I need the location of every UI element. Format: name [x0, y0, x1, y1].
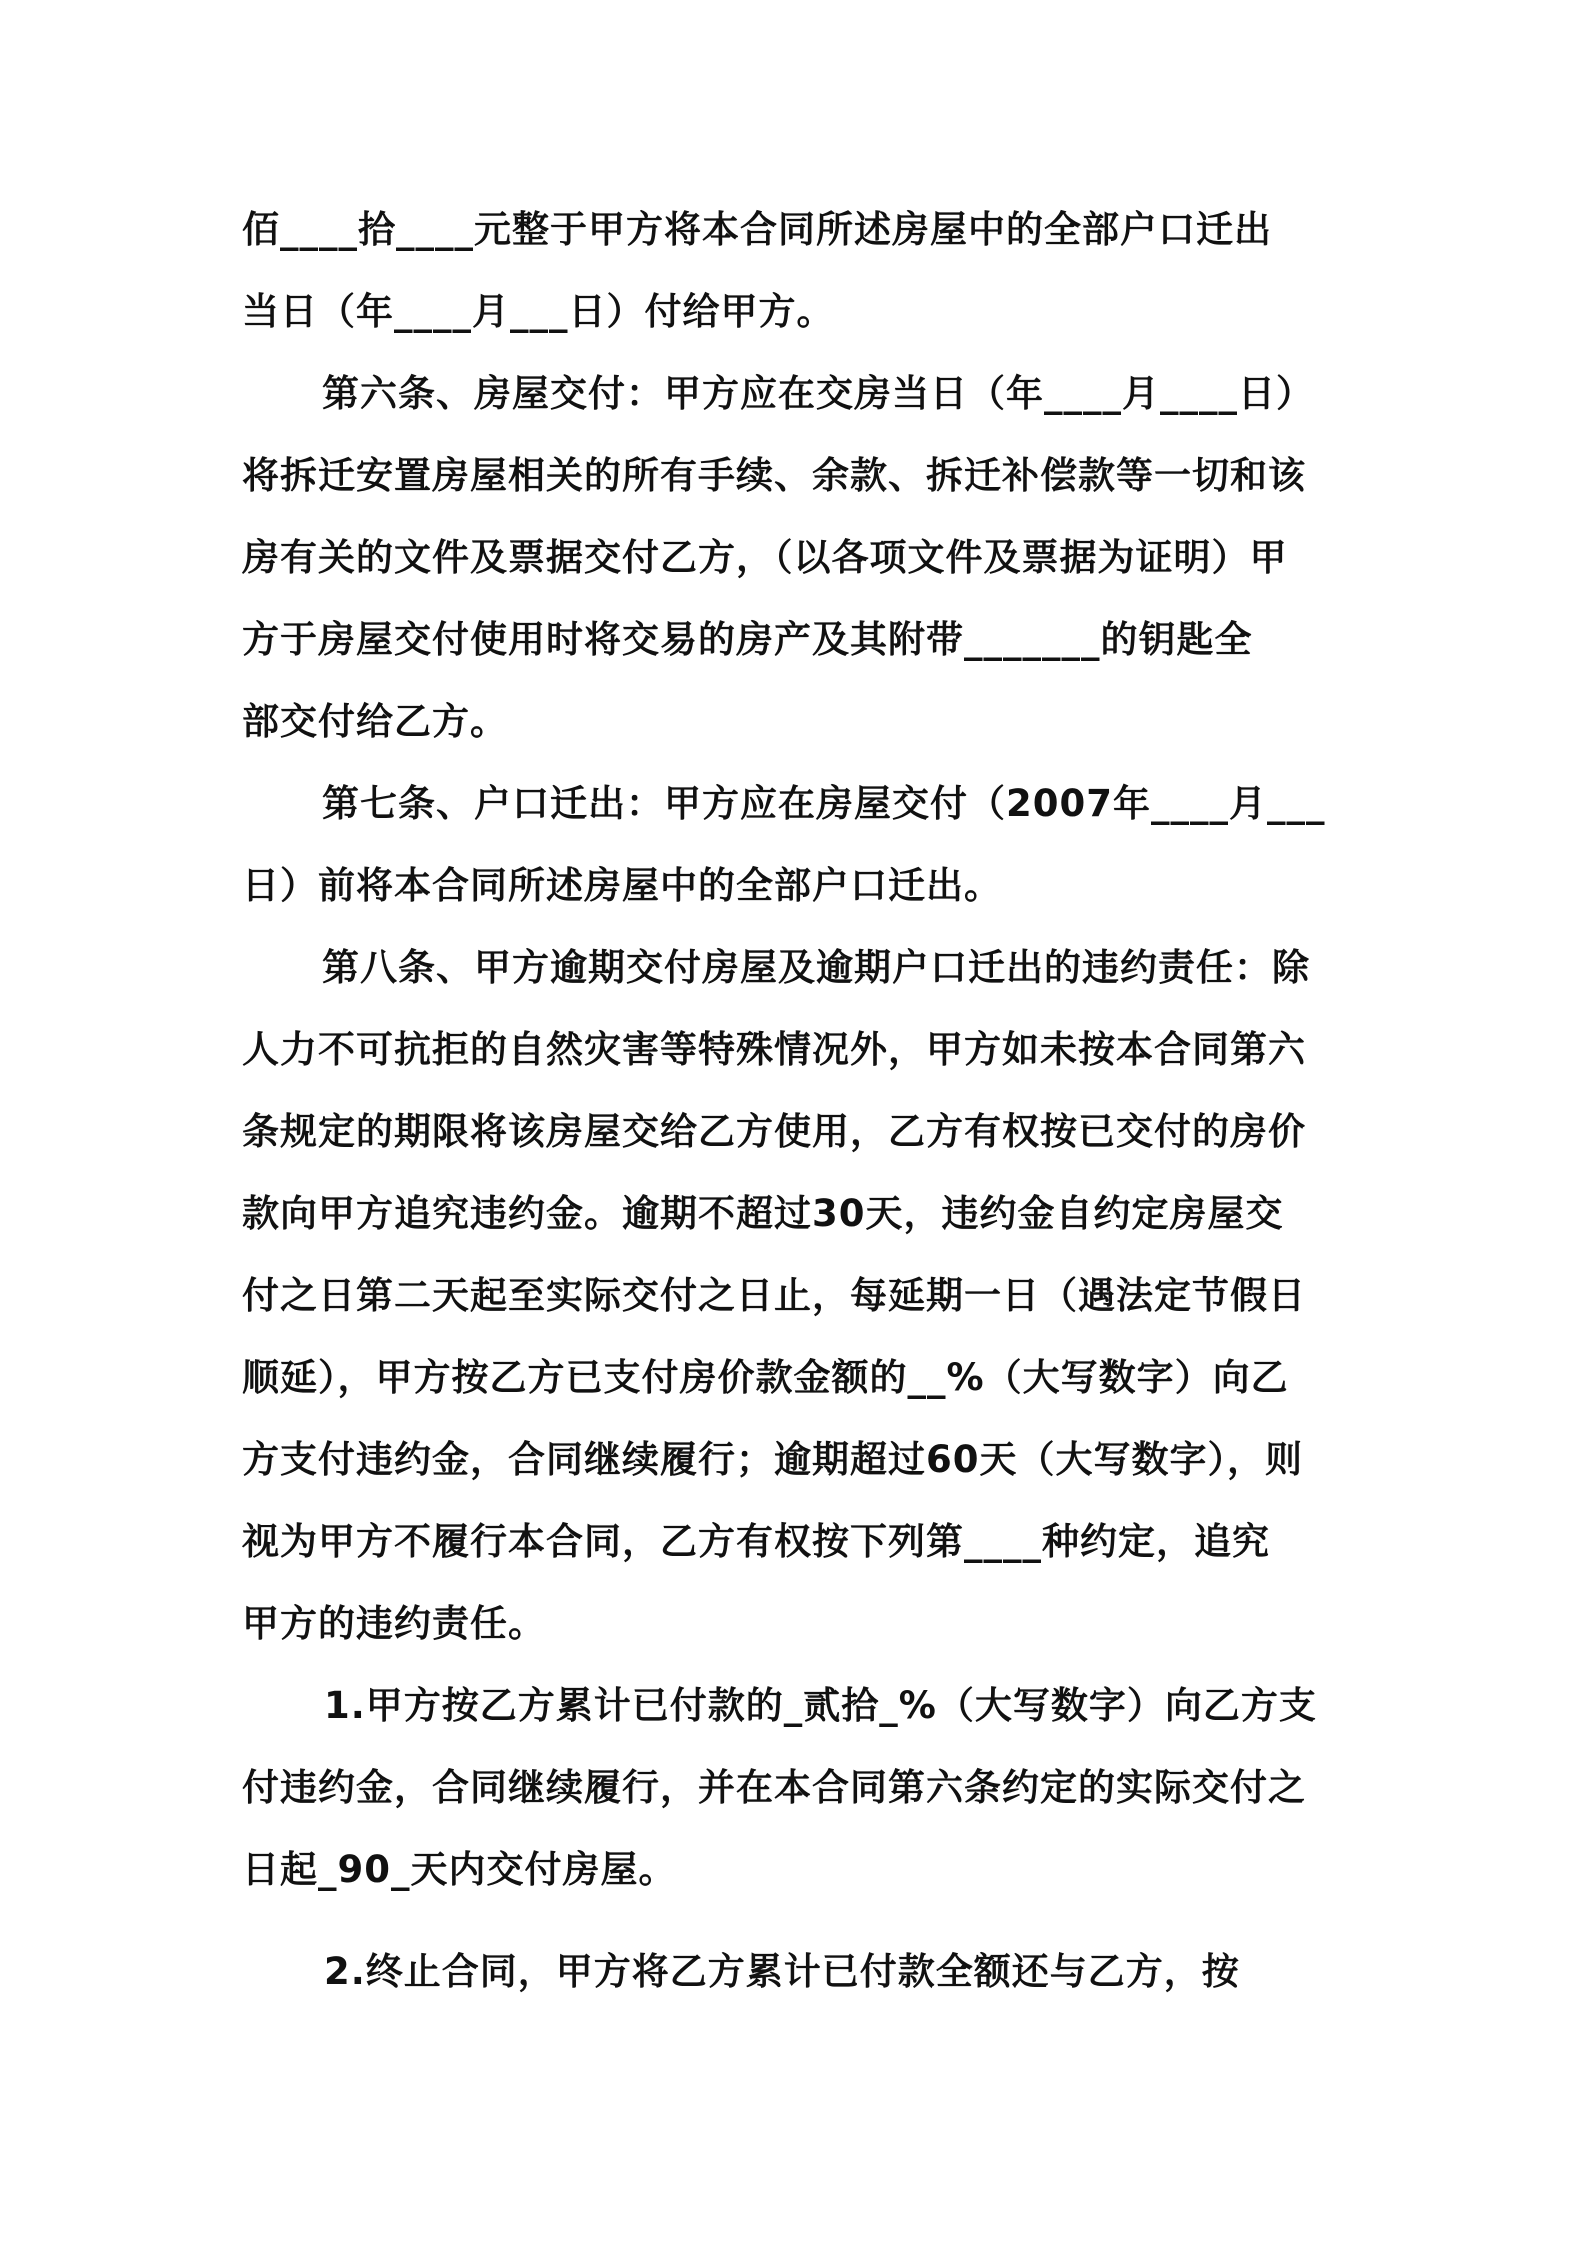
text-line: 甲方的违约责任。: [242, 1602, 546, 1645]
text-line: 将拆迁安置房屋相关的所有手续、余款、拆迁补偿款等一切和该: [242, 454, 1306, 497]
text-line: 当日（年____月___日）付给甲方。: [242, 290, 835, 333]
clause-2-line: 2.终止合同，甲方将乙方累计已付款全额还与乙方，按: [324, 1950, 1240, 1993]
article-8-heading-line: 第八条、甲方逾期交付房屋及逾期户口迁出的违约责任：除: [322, 946, 1310, 989]
text-line: 付违约金，合同继续履行，并在本合同第六条约定的实际交付之: [242, 1766, 1306, 1809]
text-line: 方于房屋交付使用时将交易的房产及其附带_______的钥匙全: [242, 618, 1253, 661]
text-line: 部交付给乙方。: [242, 700, 508, 743]
text-line: 款向甲方追究违约金。逾期不超过30天，违约金自约定房屋交: [242, 1192, 1284, 1235]
text-line: 日起_90_天内交付房屋。: [242, 1848, 677, 1891]
text-line: 条规定的期限将该房屋交给乙方使用，乙方有权按已交付的房价: [242, 1110, 1306, 1153]
text-line: 视为甲方不履行本合同，乙方有权按下列第____种约定，追究: [242, 1520, 1270, 1563]
article-7-heading-line: 第七条、户口迁出：甲方应在房屋交付（2007年____月___: [322, 782, 1326, 825]
clause-1-line: 1.甲方按乙方累计已付款的_贰拾_%（大写数字）向乙方支: [324, 1684, 1317, 1727]
text-line: 顺延），甲方按乙方已支付房价款金额的__%（大写数字）向乙: [242, 1356, 1289, 1399]
article-6-heading-line: 第六条、房屋交付：甲方应在交房当日（年____月____日）: [322, 372, 1314, 415]
text-line: 人力不可抗拒的自然灾害等特殊情况外，甲方如未按本合同第六: [242, 1028, 1306, 1071]
text-line: 日）前将本合同所述房屋中的全部户口迁出。: [242, 864, 1002, 907]
text-line: 付之日第二天起至实际交付之日止，每延期一日（遇法定节假日: [242, 1274, 1306, 1317]
text-line: 房有关的文件及票据交付乙方，（以各项文件及票据为证明）甲: [242, 536, 1288, 579]
text-line: 佰____拾____元整于甲方将本合同所述房屋中的全部户口迁出: [242, 208, 1272, 251]
text-line: 方支付违约金，合同继续履行；逾期超过60天（大写数字），则: [242, 1438, 1303, 1481]
